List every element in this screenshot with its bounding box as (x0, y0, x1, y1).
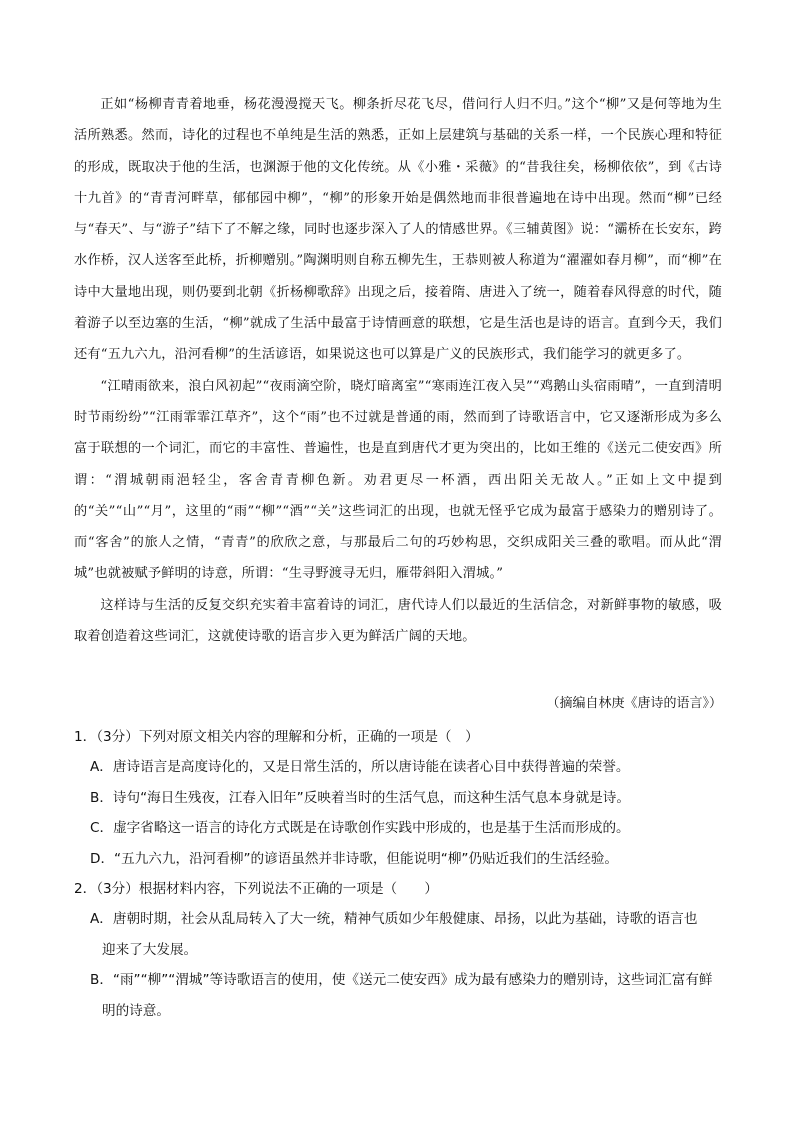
reading-passage (74, 89, 722, 652)
question-1-option-d: D．“五九六九，沿河看柳”的谚语虽然并非诗歌，但能说明“柳”仍贴近我们的生活经验。 (90, 850, 619, 867)
passage-paragraph-3: 这样诗与生活的反复交织充实着丰富着诗的词汇，唐代诗人们以最近的生活信念，对新鲜事物的敏感，吸取着创造着这些词汇，这就使诗歌的语言步入更为鲜活广阔的天地。 (74, 597, 722, 645)
question-2-stem: 2．（3分）根据材料内容，下列说法不正确的一项是（ ） (74, 881, 438, 898)
question-1-option-a: A．唐诗语言是高度诗化的，又是日常生活的，所以唐诗能在读者心目中获得普遍的荣誉。 (90, 759, 630, 776)
passage-source: （摘编自林庚《唐诗的语言》） (546, 696, 722, 711)
question-2-option-b-line1: B．“雨”“柳”“渭城”等诗歌语言的使用，使《送元二使安西》成为最有感染力的赠别诗，这些词汇富有鲜 (90, 972, 713, 989)
passage-paragraph-1: 正如“杨柳青青着地垂，杨花漫漫搅天飞。柳条折尽花飞尽，借问行人归不归。”这个“柳”又是何等地为生活所熟悉。然而，诗化的过程也不单纯是生活的熟悉，正如上层建筑与基础的关系一样，一个民族心理和特征的形成，既取决于他的生活，也渊源于他的文化传统。从《小雅・采薇》的“昔我往矣，杨柳依依”，到《古诗十九首》的“青青河畔草，郁郁园中柳”，“柳”的形象开始是偶然地而非很普遍地在诗中出现。然而“柳”已经与“春天”、与“游子”结下了不解之缘，同时也逐步深入了人的情感世界。《三辅黄图》说：“灞桥在长安东，跨水作桥，汉人送客至此桥，折柳赠别。”陶渊明则自称五柳先生，王恭则被人称道为“濯濯如春月柳”，而“柳”在诗中大量地出现，则仍要到北朝《折杨柳歌辞》出现之后，接着隋、唐进入了统一，随着春风得意的时代，随着游子以至边塞的生活，“柳”就成了生活中最富于诗情画意的联想，它是生活也是诗的语言。直到今天，我们还有“五九六九，沿河看柳”的生活谚语，如果说这也可以算是广义的民族形式，我们能学习的就更多了。 (74, 97, 722, 363)
question-1-stem: 1．（3分）下列对原文相关内容的理解和分析，正确的一项是（ ） (74, 729, 479, 745)
question-1-option-c: C．虚字省略这一语言的诗化方式既是在诗歌创作实践中形成的，也是基于生活而形成的。 (90, 820, 630, 837)
questions-section (74, 722, 728, 1026)
question-2-option-a (74, 904, 728, 965)
question-1-option-b: B．诗句“海日生残夜，江春入旧年”反映着当时的生活气息，而这种生活气息本身就是诗。 (90, 789, 630, 806)
question-2-option-a-line2: 迎来了大发展。 (102, 941, 198, 958)
question-2-option-b-line2: 明的诗意。 (102, 1002, 170, 1019)
passage-paragraph-2: “江晴雨欲来，浪白风初起”“夜雨滴空阶，晓灯暗离室”“寒雨连江夜入吴”“鸡鹅山头宿雨晴”，一直到清明时节雨纷纷”“江雨霏霏江草齐”，这个“雨”也不过就是普通的雨，然而到了诗歌语言中，它又逐渐形成为多么富于联想的一个词汇，而它的丰富性、普遍性，也是直到唐代才更为突出的，比如王维的《送元二使安西》所谓：“渭城朝雨浥轻尘，客舍青青柳色新。劝君更尽一杯酒，西出阳关无故人。”正如上文中提到的“关”“山”“月”，这里的“雨”“柳”“酒”“关”这些词汇的出现，也就无怪乎它成为最富于感染力的赠别诗了。而“客舍”的旅人之情，“青青”的欣欣之意，与那最后二句的巧妙构思，交织成阳关三叠的歌唱。而从此“渭城”也就被赋予鲜明的诗意，所谓：“生寻野渡寻无归，雁带斜阳入渭城。” (74, 378, 722, 582)
question-2-option-b (74, 965, 728, 1026)
question-2-option-a-line1: A．唐朝时期，社会从乱局转入了大一统，精神气质如少年般健康、昂扬，以此为基础，诗歌的语言也 (90, 911, 698, 928)
